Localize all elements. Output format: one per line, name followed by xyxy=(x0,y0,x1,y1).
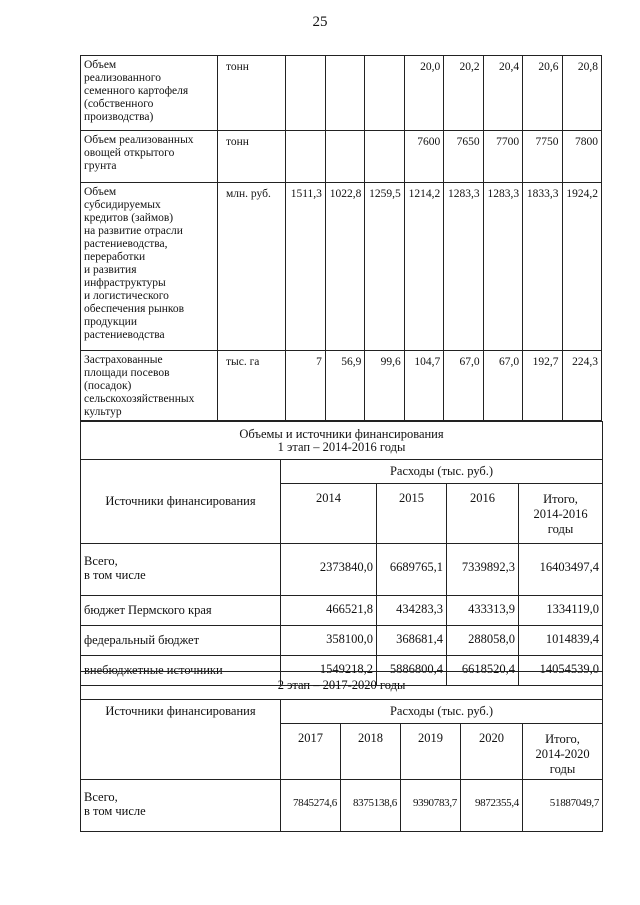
indicator-value: 56,9 xyxy=(325,351,364,421)
year-header: 2014 xyxy=(281,484,377,544)
stage2-sources-header: Источники финансирования xyxy=(81,700,281,780)
amount-value: 9872355,4 xyxy=(461,780,523,832)
amount-value: 51887049,7 xyxy=(523,780,603,832)
indicator-unit: тыс. га xyxy=(217,351,285,421)
amount-value: 7339892,3 xyxy=(447,544,519,596)
stage2-title: 2 этап – 2017-2020 годы xyxy=(81,672,603,700)
indicator-value: 67,0 xyxy=(444,351,483,421)
amount-value: 16403497,4 xyxy=(519,544,603,596)
indicator-value xyxy=(365,131,404,183)
amount-value: 7845274,6 xyxy=(281,780,341,832)
source-label: бюджет Пермского края xyxy=(81,596,281,626)
indicator-value: 1511,3 xyxy=(286,183,325,351)
financing-stage1-table xyxy=(80,421,603,686)
year-header: 2020 xyxy=(461,724,523,780)
amount-value: 1334119,0 xyxy=(519,596,603,626)
indicator-value: 99,6 xyxy=(365,351,404,421)
indicator-value: 7650 xyxy=(444,131,483,183)
indicator-value: 1259,5 xyxy=(365,183,404,351)
year-header: 2015 xyxy=(377,484,447,544)
indicator-value: 20,6 xyxy=(523,56,562,131)
indicator-name: Объем реализованного семенного картофеля (собственного производства) xyxy=(81,56,218,131)
amount-value: 434283,3 xyxy=(377,596,447,626)
indicator-row xyxy=(81,183,602,351)
year-header: 2016 xyxy=(447,484,519,544)
indicator-unit: тонн xyxy=(217,56,285,131)
amount-value: 433313,9 xyxy=(447,596,519,626)
amount-value: 288058,0 xyxy=(447,626,519,656)
amount-value: 6689765,1 xyxy=(377,544,447,596)
indicator-row xyxy=(81,56,602,131)
indicator-value: 7600 xyxy=(404,131,443,183)
expenses-header: Расходы (тыс. руб.) xyxy=(281,460,603,484)
indicator-value: 1214,2 xyxy=(404,183,443,351)
source-label: Всего, в том числе xyxy=(81,544,281,596)
indicator-value: 1283,3 xyxy=(483,183,522,351)
indicator-unit: млн. руб. xyxy=(217,183,285,351)
year-header: 2019 xyxy=(401,724,461,780)
indicator-value: 1283,3 xyxy=(444,183,483,351)
financing-title-line1: Объемы и источники финансирования xyxy=(239,426,444,441)
amount-value: 8375138,6 xyxy=(341,780,401,832)
amount-value: 1014839,4 xyxy=(519,626,603,656)
indicator-value xyxy=(286,56,325,131)
amount-value: 6618520,4 xyxy=(447,656,519,686)
indicator-value xyxy=(325,131,364,183)
amount-value: 9390783,7 xyxy=(401,780,461,832)
source-label: Всего, в том числе xyxy=(81,780,281,832)
amount-value: 466521,8 xyxy=(281,596,377,626)
indicator-value xyxy=(286,131,325,183)
amount-value: 358100,0 xyxy=(281,626,377,656)
stage2-expenses-header: Расходы (тыс. руб.) xyxy=(281,700,603,724)
financing-row xyxy=(81,596,603,626)
financing-row xyxy=(81,544,603,596)
amount-value: 5886800,4 xyxy=(377,656,447,686)
stage1-title: 1 этап – 2014-2016 годы xyxy=(277,439,406,454)
indicator-unit: тонн xyxy=(217,131,285,183)
indicator-name: Объем реализованных овощей открытого грунта xyxy=(81,131,218,183)
indicator-value: 1022,8 xyxy=(325,183,364,351)
source-label: федеральный бюджет xyxy=(81,626,281,656)
year-header: 2018 xyxy=(341,724,401,780)
indicator-value xyxy=(325,56,364,131)
indicator-value: 1924,2 xyxy=(562,183,601,351)
page-number: 25 xyxy=(312,14,328,30)
year-header: 2017 xyxy=(281,724,341,780)
indicator-value: 20,0 xyxy=(404,56,443,131)
amount-value: 368681,4 xyxy=(377,626,447,656)
indicator-name: Объем субсидируемых кредитов (займов) на развитие отрасли растениеводства, переработки и развития инфраструктуры и логистического обеспечения рынков продукции растениеводства xyxy=(81,183,218,351)
indicator-value: 7 xyxy=(286,351,325,421)
indicator-value: 104,7 xyxy=(404,351,443,421)
amount-value: 2373840,0 xyxy=(281,544,377,596)
total-header: Итого, 2014-2020 годы xyxy=(523,724,603,780)
indicator-value: 20,4 xyxy=(483,56,522,131)
indicator-value: 7700 xyxy=(483,131,522,183)
indicator-value: 20,2 xyxy=(444,56,483,131)
financing-row xyxy=(81,626,603,656)
financing-title xyxy=(81,422,603,460)
indicator-value: 7800 xyxy=(562,131,601,183)
sources-header: Источники финансирования xyxy=(81,460,281,544)
indicator-row xyxy=(81,351,602,421)
indicator-value: 1833,3 xyxy=(523,183,562,351)
indicator-value: 67,0 xyxy=(483,351,522,421)
indicator-value: 20,8 xyxy=(562,56,601,131)
source-label: внебюджетные источники xyxy=(81,656,281,686)
financing-stage2-table xyxy=(80,671,603,832)
total-header: Итого, 2014-2016 годы xyxy=(519,484,603,544)
indicator-value: 7750 xyxy=(523,131,562,183)
amount-value: 1549218,2 xyxy=(281,656,377,686)
indicator-row xyxy=(81,131,602,183)
indicators-table xyxy=(80,55,602,421)
financing-row xyxy=(81,780,603,832)
indicator-value: 224,3 xyxy=(562,351,601,421)
amount-value: 14054539,0 xyxy=(519,656,603,686)
indicator-value: 192,7 xyxy=(523,351,562,421)
indicator-name: Застрахованные площади посевов (посадок) сельскохозяйственных культур xyxy=(81,351,218,421)
indicator-value xyxy=(365,56,404,131)
